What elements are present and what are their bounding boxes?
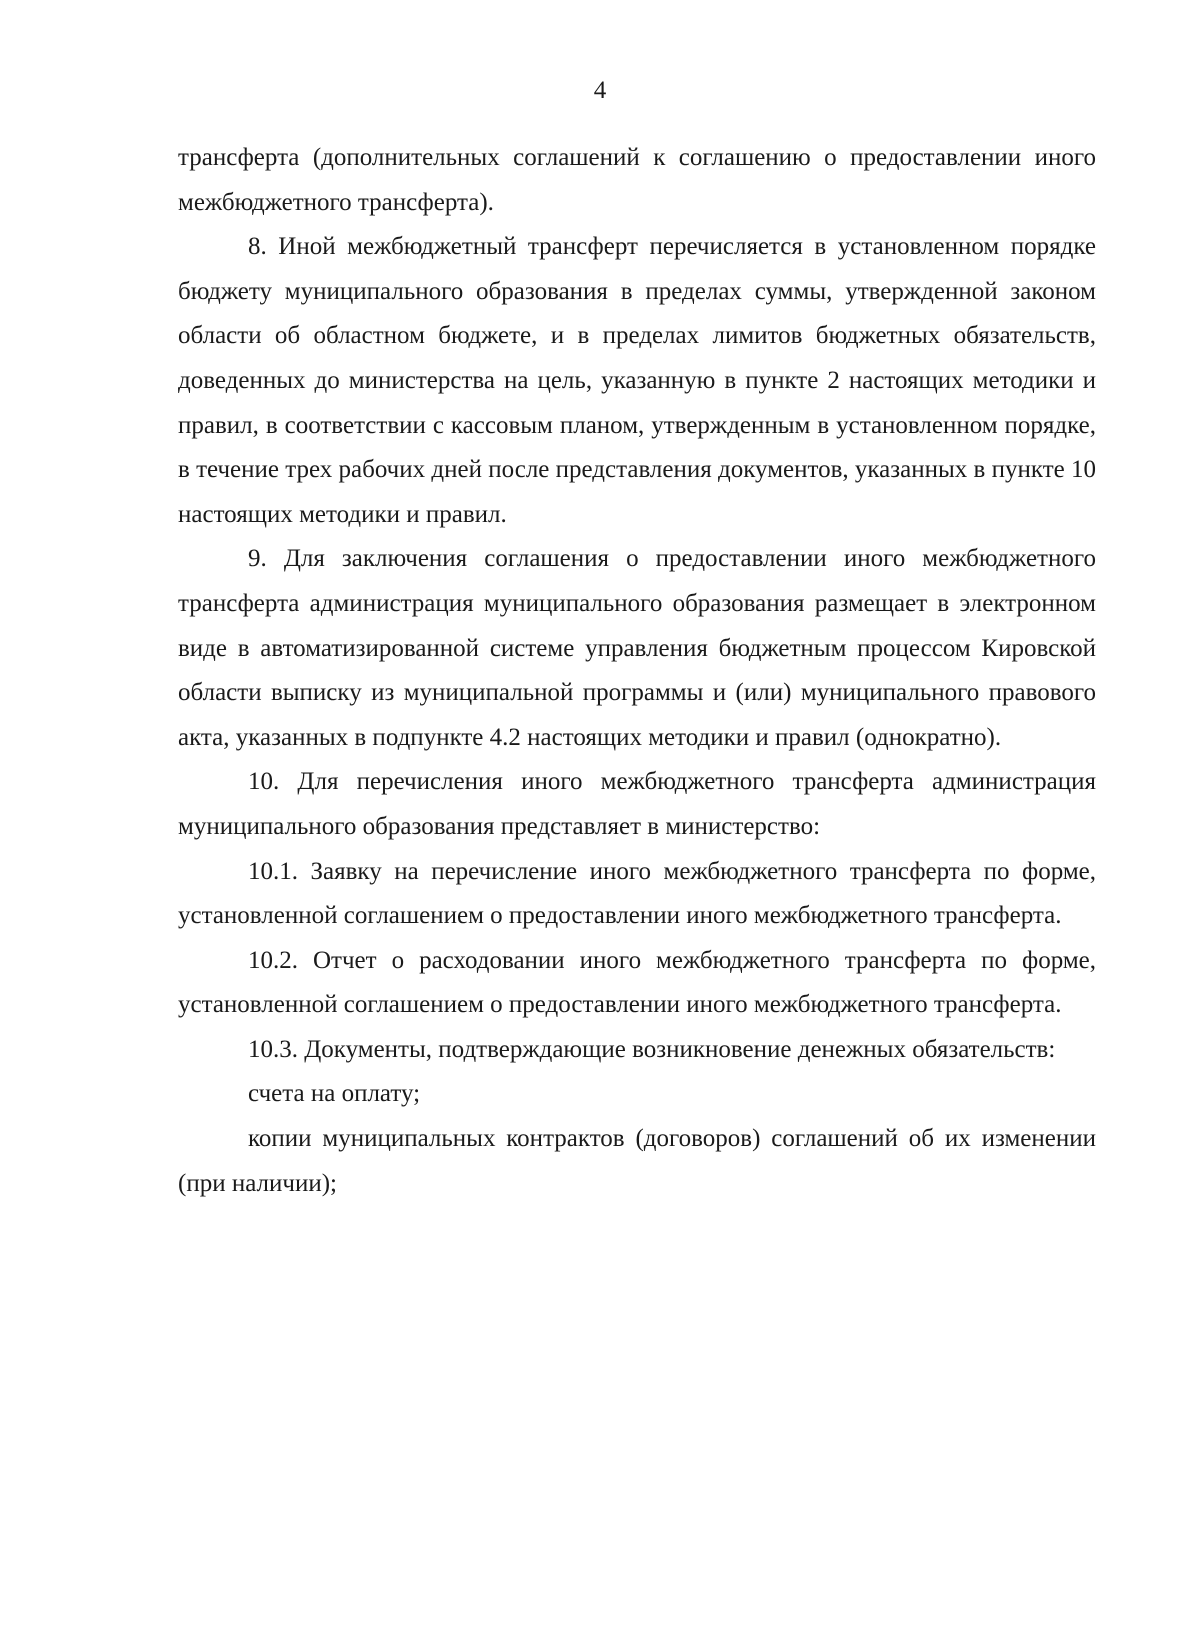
list-item-invoices: счета на оплату; bbox=[248, 1080, 421, 1108]
paragraph-item-10-3: 10.3. Документы, подтверждающие возникновение денежных обязательств: bbox=[248, 1035, 1056, 1063]
paragraph-item-10-1: 10.1. Заявку на перечисление иного межбюджетного трансферта по форме, установленной соглашением о предоставлении иного межбюджетного трансферта. bbox=[178, 857, 1096, 930]
paragraph-item-9: 9. Для заключения соглашения о предоставлении иного межбюджетного трансферта администрация муниципального образования размещает в электронном виде в автоматизированной системе управления бюджетным процессом Кировской области выписку из муниципальной программы и (или) муниципального правового акта, указанных в подпункте 4.2 настоящих методики и правил (однократно). bbox=[178, 545, 1096, 751]
paragraph-item-8: 8. Иной межбюджетный трансферт перечисляется в установленном порядке бюджету муниципального образования в пределах суммы, утвержденной законом области об областном бюджете, и в пределах лимитов бюджетных обязательств, доведенных до министерства на цель, указанную в пункте 2 настоящих методики и правил, в соответствии с кассовым планом, утвержденным в установленном порядке, в течение трех рабочих дней после представления документов, указанных в пункте 10 настоящих методики и правил. bbox=[178, 233, 1096, 528]
paragraph-item-10: 10. Для перечисления иного межбюджетного трансферта администрация муниципального образования представляет в министерство: bbox=[178, 768, 1096, 840]
page-number: 4 bbox=[593, 77, 607, 104]
paragraph-continuation: трансферта (дополнительных соглашений к соглашению о предоставлении иного межбюджетного трансферта). bbox=[178, 144, 1096, 216]
document-body bbox=[178, 136, 1096, 1206]
paragraph-item-10-2: 10.2. Отчет о расходовании иного межбюджетного трансферта по форме, установленной соглашением о предоставлении иного межбюджетного трансферта. bbox=[178, 946, 1096, 1019]
list-item-contract-copies: копии муниципальных контрактов (договоров) соглашений об их изменении (при наличии); bbox=[178, 1125, 1096, 1197]
